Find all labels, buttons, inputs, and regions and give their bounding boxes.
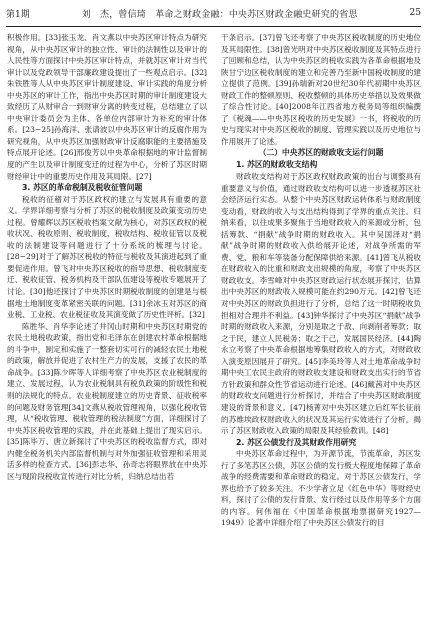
body-paragraph: 税收的征稽对于苏区政权的建立与发展具有重要的意义。学界详细考察与分析了苏区的税收制度及政策变动历史过程。曾耀辉以苏区税收档案文献为核心，对苏区政权的税收状况、税收原则、税收制度、税收结构、税收征管以及税收的法制建设等问题进行了十分系统的梳理与讨论。[28−29]对于了解苏区税收的特征与税收及其演进起到了重要促进作用。曾飞对中央苏区税收的指导思想、税收制度变迁、税收征管、税务机构及干部队伍建设等税收专题展开了讨论。[30]他还探讨了中央苏区时期税收制度的创建是与根据地土地制度变革紧密关联的问题。[31]余冰玉对苏区的商业税、工业税、农业税征收及其演变做了历史性评析。[32] <box>7 194 207 320</box>
section-heading: 3. 苏区的革命税制及税收征管问题 <box>22 183 143 193</box>
right-column <box>221 32 421 630</box>
body-paragraph: 财政收支结构对于苏区政权财政政策的出台与调整具有重要意义与价值，通过财政收支结构可以进一步透视苏区社会经济运行实态。从整个中央苏区财政运转体系与财政制度变动看，财政的收入与支出结构得到了学界的重点关注。归纳来看，以往成果多聚焦于当地财政收入的来源或分析，包括筹款、“捐献”战争时期的财政收入。其中吴国泽对“捐献”战争时期的财政收入供给展开论述，对战争所需的军费、党、粮和车等装备分配保障供给来源。[41]曾飞从税收在财政收入的比重和财政支出规模的角度，考察了中央苏区财政收支。李雪峰对中央苏区财政运行状态展开探讨，估算出中央苏区的财政收入规模可能在约290万元。[42]曾飞还对中央苏区的财政负担进行了分析，总结了这一时期税收负担相对合理并不利益。[43]钟华探讨了中央苏区“捐献”战争时期的财政收入来源，分别是取之于敌、向剥削者筹款；取之于民，建立人民税务；取之于己，发展国民经济。[44]陶永立考察了中央革命根据地筹集财政收入的方式，对财政收入演变原因展开了研究。[45]李美玲等人对土地革命战争时期中央工农民主政府的财政收支建设和财政支出实行的节省方针政策和群众性节省运动进行论述。[46]戴茜对中央苏区的财政收支问题进行分析探讨，并结合了中央苏区财政制度建设的背景和意义。[47]杨菁对中央苏区建立后红军长征前的苏维埃政权财政收入的状况及其运行实效进行了分析，揭示了苏区财政收入政策的局限及其经验教训。[48] <box>221 172 421 436</box>
left-column <box>7 32 207 630</box>
section-heading: 2. 苏区公债发行及其财政作用研究 <box>236 437 357 447</box>
issue-number: 第1期 <box>6 9 30 20</box>
body-paragraph: 陈胜华、肖华李论述了井冈山时期和中央苏区时期党的农民土地税收政策，指出党和毛泽东在创建农村革命根据地的斗争中，制定和实施了一整套切实可行的减轻农民土地税的政策，解放并促进了农村生产力的发展，支援了农民的革命战争。[33]陈少晖等人详细考察了中央苏区农业税制度的建立、发展过程，认为农业税制具有税负政策的阶级性和税则的法规化的特点。农业税制度建立的历史背景、征收税率的问题及财务管理[34]文燕从税收管理视角，以强化税收管理，从“税收管理、税收管理的税法制度”方面，详细探讨了中央苏区税收管理的实践，并在此基础上提出了现实启示。[35]陈毕万、唐立新探讨了中央苏区的税收监督方式，即对内健全税务机关内部监督机制与对外加强征收管理和采用灵活多样的检查方式。[36]彭志华、孙奇志将眼界放在中央苏区与现阶段税收宣传进行对比分析，归纳总结出若 <box>7 321 207 481</box>
section-heading: 1. 苏区的财政收支结构 <box>236 160 318 170</box>
section-heading: （二）中央苏区的财政收支运行问题 <box>258 148 384 158</box>
page-number: 25 <box>409 8 421 18</box>
body-paragraph: 中央苏区革命过程中，为开源节流，节流革命，苏区发行了多笔苏区公债，苏区公债的发行极大程度地保障了革命战争的经费需要和革命财政的稳定。对于苏区公债发行，学界也给予了较多关注。不少学者立足《红色中华》等财经史料，探讨了公债的发行背景、发行经过以及作用等多个方面的内容。何伟福在《中国革命根据地票据研究1927—1949》论著中详细介绍了中央苏区公债发行的目 <box>221 449 421 528</box>
page-header <box>6 4 421 22</box>
body-paragraph: 干条启示。[37]曾飞还考察了中央苏区税收制度的历史地位及其局限性。[38]曾光明对中央苏区税收制度及其特点进行了回顾和总结，认为中央苏区的税收实践为各革命根据地及陕甘宁边区税收制度的建立和完善乃至新中国税收制度的建立提供了范例。[39]孙瑞新对20世纪30年代初期中央苏区财政工作的整顿原则、税收整顿的具体历史举措以及效果做了综合性讨论。[40]2008年江西省地方税务局等组织编撰了《税魂——中央苏区税收的历史发展》一书，将税收的历史与现实对中央苏区税收的制度、管理实践以及历史地位与作用展开了论述。 <box>221 33 421 146</box>
body-paragraph: 积极作用。[33]张玉龙、肖文燕以中央苏区审计特点为研究视角，从中央苏区审计的独立性、审计的法制性以及审计的人民性等方面探讨中央苏区审计特点，并就苏区审计对当代审计以及党政领导干部廉政建设提出了一些观点启示。[32]朱铁胜等人从中央苏区审计制度建设、审计实践的角度分析中央苏区的审计工作，指出中央苏区时期的审计制度建设大致经历了从财审合一到财审分离的转变过程，总结建立了以中央审计委员会为主体、各单位内部审计为补充的审计体系。[23−25]孙海洋、张请波以中央苏区审计的反腐作用为研究视角，从中央苏区加强财政审计反腐职能的主要措施及特点展开论述。[26]邢俊芳以中央革命根据地的审计监督制度的产生以及审计制度变迁的过程为中心，分析了苏区时期财经审计中的重要历史作用及其局限。[27] <box>7 33 207 181</box>
header-rule <box>6 26 421 27</box>
running-title: 刘 杰，曾信琦 革命之财政金融：中央苏区财政金融史研究的省思 <box>81 9 358 20</box>
